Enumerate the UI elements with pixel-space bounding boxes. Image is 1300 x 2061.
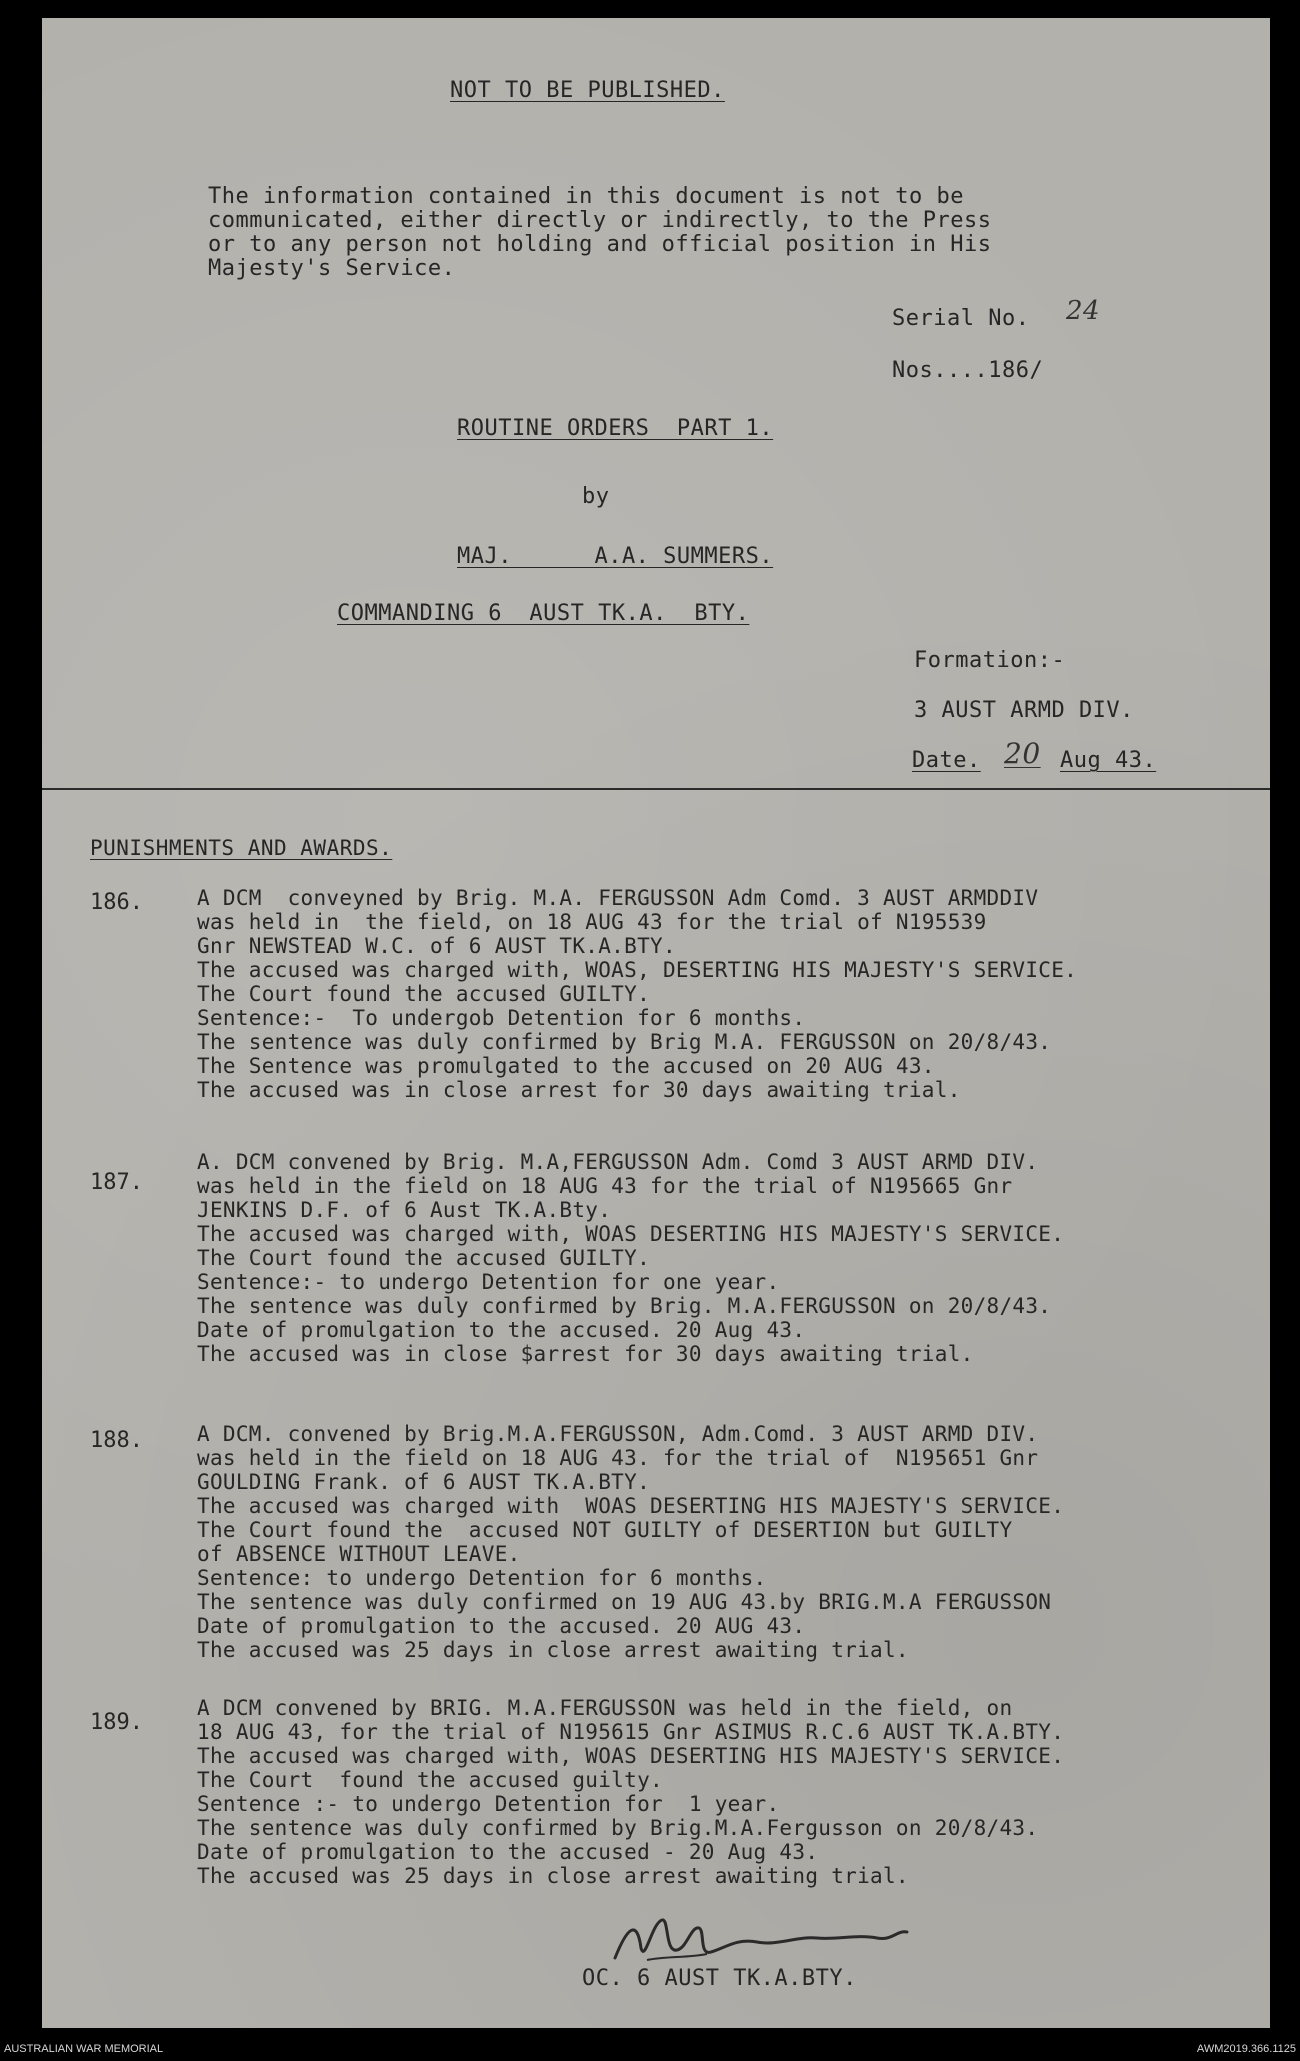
order-number: 189. [90, 1710, 143, 1735]
handwritten-signature [607, 1908, 937, 1968]
order-entry-187 [197, 1150, 1064, 1366]
order-line: The sentence was duly confirmed by Brig. M.A.FERGUSSON on 20/8/43. [197, 1294, 1052, 1318]
order-line: The accused was charged with WOAS DESERTING HIS MAJESTY'S SERVICE. [197, 1494, 1065, 1518]
order-line: The Sentence was promulgated to the accused on 20 AUG 43. [197, 1054, 935, 1078]
order-line: A. DCM convened by Brig. M.A,FERGUSSON Adm. Comd 3 AUST ARMD DIV. [197, 1150, 1039, 1174]
order-line: 18 AUG 43, for the trial of N195615 Gnr ASIMUS R.C.6 AUST TK.A.BTY. [197, 1720, 1065, 1744]
section-title: PUNISHMENTS AND AWARDS. [90, 836, 393, 860]
order-line: Gnr NEWSTEAD W.C. of 6 AUST TK.A.BTY. [197, 934, 676, 958]
notice-line: The information contained in this document is not to be [208, 184, 964, 209]
order-line: was held in the field on 18 AUG 43 for the trial of N195665 Gnr [197, 1174, 1013, 1198]
archive-reference: AWM2019.366.1125 [1196, 2043, 1296, 2055]
archive-credit: AUSTRALIAN WAR MEMORIAL [4, 2043, 164, 2055]
classification-heading: NOT TO BE PUBLISHED. [450, 78, 725, 103]
order-numbers: Nos....186/ [892, 358, 1044, 383]
order-line: was held in the field, on 18 AUG 43 for the trial of N195539 [197, 910, 987, 934]
commanding-unit: COMMANDING 6 AUST TK.A. BTY. [337, 601, 750, 626]
order-line: of ABSENCE WITHOUT LEAVE. [197, 1542, 521, 1566]
date-day-handwritten: 20 [1004, 737, 1041, 770]
by-line: by [582, 484, 610, 509]
issuing-officer: MAJ. A.A. SUMMERS. [457, 544, 774, 569]
order-line: Date of promulgation to the accused. 20 Aug 43. [197, 1318, 806, 1342]
order-line: The sentence was duly confirmed by Brig M.A. FERGUSSON on 20/8/43. [197, 1030, 1052, 1054]
order-line: Sentence:- To undergob Detention for 6 months. [197, 1006, 806, 1030]
order-line: The Court found the accused guilty. [197, 1768, 663, 1792]
order-line: The accused was charged with, WOAS, DESERTING HIS MAJESTY'S SERVICE. [197, 958, 1078, 982]
document-title: ROUTINE ORDERS PART 1. [457, 416, 774, 441]
order-line: A DCM. convened by Brig.M.A.FERGUSSON, Adm.Comd. 3 AUST ARMD DIV. [197, 1422, 1039, 1446]
order-line: Sentence :- to undergo Detention for 1 year. [197, 1792, 780, 1816]
document-page [42, 18, 1270, 2028]
date-label: Date. [912, 748, 981, 773]
order-line: The accused was charged with, WOAS DESERTING HIS MAJESTY'S SERVICE. [197, 1222, 1065, 1246]
order-line: The Court found the accused GUILTY. [197, 1246, 651, 1270]
order-line: The Court found the accused NOT GUILTY of DESERTION but GUILTY [197, 1518, 1013, 1542]
order-line: A DCM conveyned by Brig. M.A. FERGUSSON Adm Comd. 3 AUST ARMDDIV [197, 886, 1039, 910]
order-line: Sentence: to undergo Detention for 6 months. [197, 1566, 767, 1590]
serial-number-label: Serial No. [892, 306, 1030, 331]
order-line: A DCM convened by BRIG. M.A.FERGUSSON was held in the field, on [197, 1696, 1013, 1720]
formation-value: 3 AUST ARMD DIV. [914, 698, 1134, 723]
serial-number-value: 24 [1066, 296, 1101, 326]
order-line: Sentence:- to undergo Detention for one year. [197, 1270, 780, 1294]
order-line: The Court found the accused GUILTY. [197, 982, 651, 1006]
order-entry-189 [197, 1696, 1064, 1888]
order-line: The accused was in close $arrest for 30 days awaiting trial. [197, 1342, 974, 1366]
order-line: Date of promulgation to the accused - 20 Aug 43. [197, 1840, 819, 1864]
order-line: Date of promulgation to the accused. 20 AUG 43. [197, 1614, 806, 1638]
confidentiality-notice [208, 186, 991, 280]
order-line: was held in the field on 18 AUG 43. for the trial of N195651 Gnr [197, 1446, 1039, 1470]
order-entry-188 [197, 1422, 1064, 1662]
signature-block: OC. 6 AUST TK.A.BTY. [582, 1966, 857, 1991]
formation-label: Formation:- [914, 648, 1066, 673]
order-line: The sentence was duly confirmed by Brig.M.A.Fergusson on 20/8/43. [197, 1816, 1039, 1840]
order-entry-186 [197, 886, 1077, 1102]
order-line: JENKINS D.F. of 6 Aust TK.A.Bty. [197, 1198, 612, 1222]
section-divider [42, 788, 1270, 790]
order-line: The accused was 25 days in close arrest awaiting trial. [197, 1864, 909, 1888]
notice-line: communicated, either directly or indirectly, to the Press [208, 208, 992, 233]
order-number: 188. [90, 1428, 143, 1453]
notice-line: or to any person not holding and official position in His [208, 232, 992, 257]
order-line: The accused was charged with, WOAS DESERTING HIS MAJESTY'S SERVICE. [197, 1744, 1065, 1768]
order-number: 187. [90, 1170, 143, 1195]
order-number: 186. [90, 890, 143, 915]
order-line: The accused was in close arrest for 30 days awaiting trial. [197, 1078, 961, 1102]
order-line: The sentence was duly confirmed on 19 AUG 43.by BRIG.M.A FERGUSSON [197, 1590, 1052, 1614]
order-line: GOULDING Frank. of 6 AUST TK.A.BTY. [197, 1470, 651, 1494]
notice-line: Majesty's Service. [208, 256, 456, 281]
order-line: The accused was 25 days in close arrest awaiting trial. [197, 1638, 909, 1662]
date-month-year: Aug 43. [1060, 748, 1157, 773]
